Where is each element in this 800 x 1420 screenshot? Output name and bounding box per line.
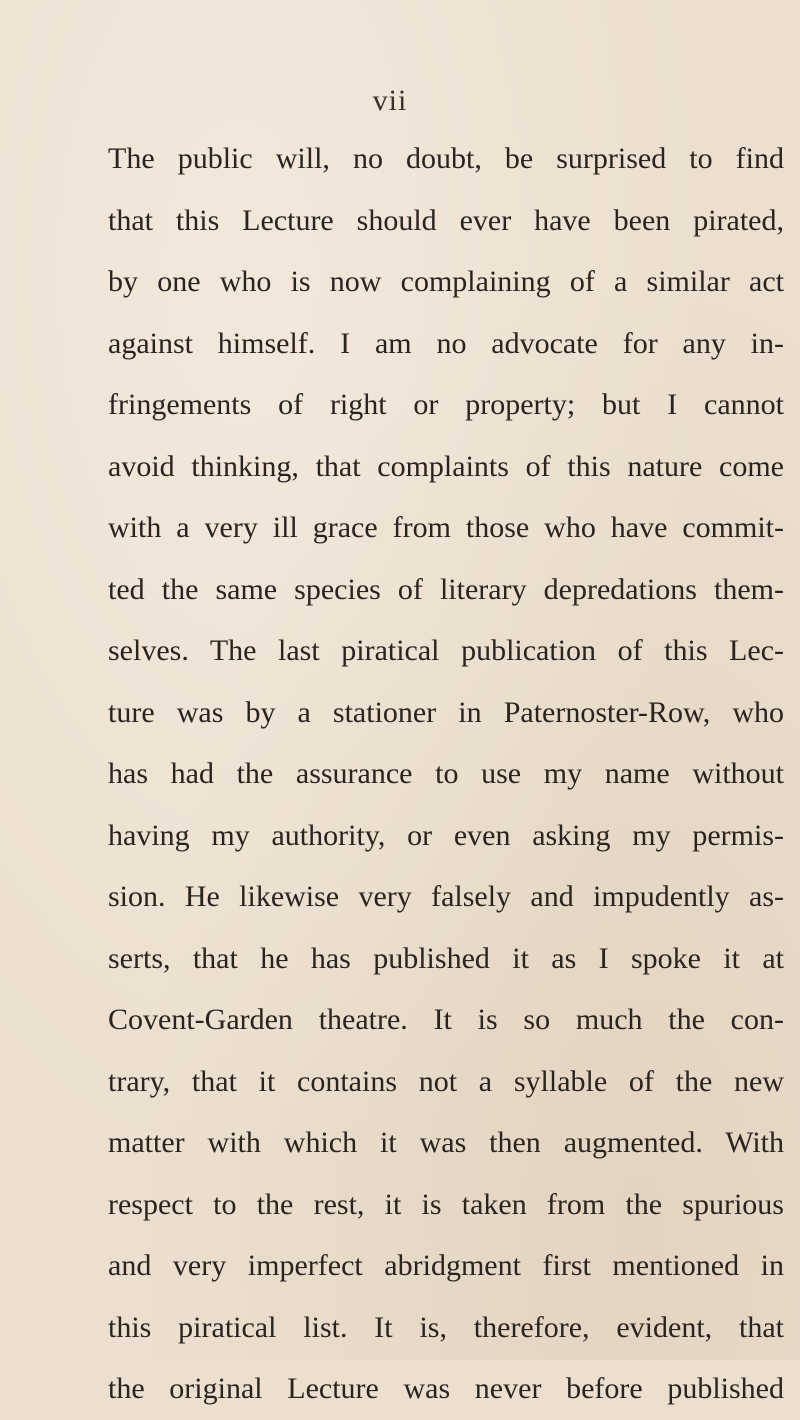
text-line: fringements of right or property; but I cannot: [108, 388, 784, 421]
text-line: respect to the rest, it is taken from the spurious: [108, 1187, 784, 1221]
text-line: this piratical list. It is, therefore, evident, that: [108, 1310, 784, 1344]
text-line: ted the same species of literary depredations them-: [108, 572, 784, 606]
text-line: selves. The last piratical publication of this Lec-: [108, 634, 784, 667]
text-line: having my authority, or even asking my permis-: [108, 818, 784, 852]
text-line: matter with which it was then augmented. With: [108, 1126, 784, 1159]
text-line: serts, that he has published it as I spoke it at: [108, 941, 784, 975]
text-line: Covent-Garden theatre. It is so much the con-: [108, 1003, 784, 1036]
page-number: vii: [372, 84, 408, 117]
text-line: against himself. I am no advocate for any in-: [108, 326, 784, 360]
text-line: trary, that it contains not a syllable of the new: [108, 1064, 784, 1098]
text-line: sion. He likewise very falsely and impudently as-: [108, 880, 784, 913]
text-line: the original Lecture was never before published: [108, 1372, 784, 1405]
text-line: by one who is now complaining of a similar act: [108, 265, 784, 298]
text-line: has had the assurance to use my name without: [108, 757, 784, 790]
text-line: that this Lecture should ever have been pirated,: [108, 203, 784, 237]
text-line: avoid thinking, that complaints of this nature come: [108, 449, 784, 483]
text-line: ture was by a stationer in Paternoster-Row, who: [108, 695, 784, 729]
body-paragraph: [108, 128, 784, 1420]
text-line: with a very ill grace from those who have commit-: [108, 511, 784, 544]
text-line: and very imperfect abridgment first mentioned in: [108, 1249, 784, 1282]
text-line: The public will, no doubt, be surprised to find: [108, 142, 784, 175]
